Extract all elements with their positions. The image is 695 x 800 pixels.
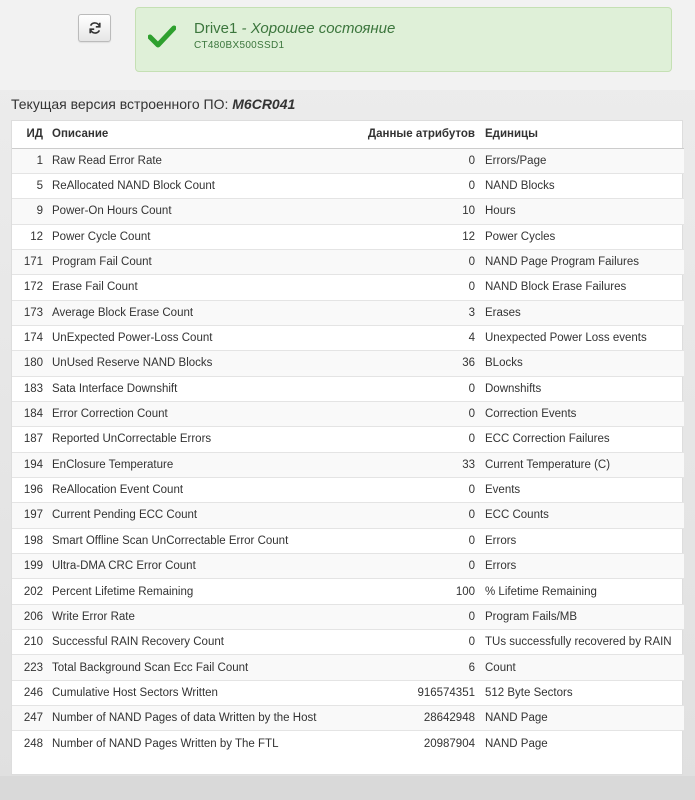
refresh-icon xyxy=(88,21,102,35)
table-row xyxy=(12,604,684,629)
column-header-description[interactable]: Описание xyxy=(47,121,355,148)
attribute-units: Hours xyxy=(480,199,684,224)
attribute-units: Current Temperature (C) xyxy=(480,452,684,477)
drive-status-title xyxy=(194,20,395,37)
attribute-value: 33 xyxy=(355,452,480,477)
attribute-description: Average Block Erase Count xyxy=(47,300,355,325)
attribute-units: Downshifts xyxy=(480,376,684,401)
attribute-units: ECC Counts xyxy=(480,503,684,528)
attribute-id: 174 xyxy=(12,325,47,350)
attribute-id: 196 xyxy=(12,477,47,502)
refresh-button[interactable] xyxy=(78,14,111,42)
attribute-description: Erase Fail Count xyxy=(47,275,355,300)
attribute-description: Sata Interface Downshift xyxy=(47,376,355,401)
attribute-units: Count xyxy=(480,655,684,680)
attribute-value: 0 xyxy=(355,503,480,528)
table-row xyxy=(12,376,684,401)
attribute-value: 20987904 xyxy=(355,731,480,756)
attribute-value: 0 xyxy=(355,275,480,300)
attribute-value: 28642948 xyxy=(355,706,480,731)
attribute-units: ECC Correction Failures xyxy=(480,427,684,452)
attribute-id: 171 xyxy=(12,249,47,274)
attribute-id: 202 xyxy=(12,579,47,604)
drive-model: CT480BX500SSD1 xyxy=(194,40,285,51)
attribute-units: 512 Byte Sectors xyxy=(480,680,684,705)
attribute-id: 246 xyxy=(12,680,47,705)
attribute-units: Errors/Page xyxy=(480,148,684,173)
attribute-id: 223 xyxy=(12,655,47,680)
status-separator: - xyxy=(237,20,251,37)
firmware-label: Текущая версия встроенного ПО: xyxy=(11,96,229,112)
table-header-row xyxy=(12,121,684,148)
table-row xyxy=(12,148,684,173)
attribute-value: 4 xyxy=(355,325,480,350)
attribute-id: 247 xyxy=(12,706,47,731)
attribute-units: NAND Page Program Failures xyxy=(480,249,684,274)
attribute-units: Program Fails/MB xyxy=(480,604,684,629)
attribute-value: 0 xyxy=(355,249,480,274)
header-area xyxy=(0,0,695,90)
attribute-units: Power Cycles xyxy=(480,224,684,249)
attribute-description: Successful RAIN Recovery Count xyxy=(47,630,355,655)
attribute-description: Total Background Scan Ecc Fail Count xyxy=(47,655,355,680)
attribute-value: 0 xyxy=(355,173,480,198)
attribute-id: 172 xyxy=(12,275,47,300)
health-status: Хорошее состояние xyxy=(250,20,396,37)
attribute-description: UnUsed Reserve NAND Blocks xyxy=(47,351,355,376)
column-header-id[interactable]: ИД xyxy=(12,121,47,148)
drive-status-panel xyxy=(135,7,672,72)
attribute-units: NAND Page xyxy=(480,731,684,756)
table-row xyxy=(12,275,684,300)
column-header-value[interactable]: Данные атрибутов xyxy=(355,121,480,148)
attribute-id: 248 xyxy=(12,731,47,756)
table-row xyxy=(12,528,684,553)
bottom-bar xyxy=(0,776,695,800)
table-row xyxy=(12,199,684,224)
attribute-value: 0 xyxy=(355,630,480,655)
attribute-id: 187 xyxy=(12,427,47,452)
attribute-units: Unexpected Power Loss events xyxy=(480,325,684,350)
attribute-description: Ultra-DMA CRC Error Count xyxy=(47,554,355,579)
attribute-description: Smart Offline Scan UnCorrectable Error Count xyxy=(47,528,355,553)
attribute-value: 0 xyxy=(355,477,480,502)
table-row xyxy=(12,300,684,325)
table-row xyxy=(12,503,684,528)
attribute-units: Erases xyxy=(480,300,684,325)
attribute-value: 36 xyxy=(355,351,480,376)
attribute-value: 0 xyxy=(355,427,480,452)
attribute-description: ReAllocated NAND Block Count xyxy=(47,173,355,198)
attribute-units: TUs successfully recovered by RAIN xyxy=(480,630,684,655)
attribute-value: 0 xyxy=(355,376,480,401)
attribute-value: 10 xyxy=(355,199,480,224)
attribute-value: 0 xyxy=(355,528,480,553)
check-icon xyxy=(148,24,176,48)
attribute-value: 12 xyxy=(355,224,480,249)
table-row xyxy=(12,554,684,579)
attribute-id: 206 xyxy=(12,604,47,629)
attribute-id: 9 xyxy=(12,199,47,224)
attribute-id: 197 xyxy=(12,503,47,528)
firmware-line xyxy=(11,96,295,112)
attribute-value: 0 xyxy=(355,604,480,629)
table-row xyxy=(12,325,684,350)
attribute-units: BLocks xyxy=(480,351,684,376)
table-row xyxy=(12,452,684,477)
attribute-units: NAND Block Erase Failures xyxy=(480,275,684,300)
table-row xyxy=(12,401,684,426)
attribute-value: 0 xyxy=(355,401,480,426)
attribute-value: 6 xyxy=(355,655,480,680)
attribute-description: Program Fail Count xyxy=(47,249,355,274)
attribute-id: 199 xyxy=(12,554,47,579)
attribute-value: 100 xyxy=(355,579,480,604)
attribute-description: ReAllocation Event Count xyxy=(47,477,355,502)
attribute-description: Power-On Hours Count xyxy=(47,199,355,224)
table-row xyxy=(12,706,684,731)
attribute-value: 0 xyxy=(355,148,480,173)
attribute-description: Reported UnCorrectable Errors xyxy=(47,427,355,452)
attribute-id: 184 xyxy=(12,401,47,426)
attribute-units: Events xyxy=(480,477,684,502)
table-row xyxy=(12,224,684,249)
table-row xyxy=(12,680,684,705)
attribute-description: Percent Lifetime Remaining xyxy=(47,579,355,604)
attribute-units: Errors xyxy=(480,528,684,553)
firmware-version: M6CR041 xyxy=(232,96,296,112)
attribute-id: 194 xyxy=(12,452,47,477)
attribute-id: 1 xyxy=(12,148,47,173)
attribute-description: Current Pending ECC Count xyxy=(47,503,355,528)
attribute-description: EnClosure Temperature xyxy=(47,452,355,477)
attribute-id: 210 xyxy=(12,630,47,655)
attribute-id: 12 xyxy=(12,224,47,249)
attribute-description: Power Cycle Count xyxy=(47,224,355,249)
attribute-value: 0 xyxy=(355,554,480,579)
table-row xyxy=(12,249,684,274)
table-row xyxy=(12,731,684,756)
attribute-description: Cumulative Host Sectors Written xyxy=(47,680,355,705)
attribute-units: NAND Page xyxy=(480,706,684,731)
attribute-description: UnExpected Power-Loss Count xyxy=(47,325,355,350)
table-row xyxy=(12,477,684,502)
attribute-units: % Lifetime Remaining xyxy=(480,579,684,604)
attribute-description: Number of NAND Pages of data Written by the Host xyxy=(47,706,355,731)
attribute-value: 3 xyxy=(355,300,480,325)
table-row xyxy=(12,173,684,198)
table-row xyxy=(12,655,684,680)
table-row xyxy=(12,351,684,376)
attribute-id: 180 xyxy=(12,351,47,376)
attribute-units: Correction Events xyxy=(480,401,684,426)
table-row xyxy=(12,630,684,655)
table-row xyxy=(12,579,684,604)
attribute-value: 916574351 xyxy=(355,680,480,705)
attribute-id: 173 xyxy=(12,300,47,325)
attribute-units: NAND Blocks xyxy=(480,173,684,198)
attribute-description: Write Error Rate xyxy=(47,604,355,629)
attribute-description: Number of NAND Pages Written by The FTL xyxy=(47,731,355,756)
attribute-description: Raw Read Error Rate xyxy=(47,148,355,173)
attribute-id: 5 xyxy=(12,173,47,198)
drive-name: Drive1 xyxy=(194,20,238,37)
smart-attributes-table xyxy=(11,120,683,775)
attribute-id: 198 xyxy=(12,528,47,553)
attribute-id: 183 xyxy=(12,376,47,401)
attribute-units: Errors xyxy=(480,554,684,579)
column-header-units[interactable]: Единицы xyxy=(480,121,684,148)
table-row xyxy=(12,427,684,452)
attribute-description: Error Correction Count xyxy=(47,401,355,426)
